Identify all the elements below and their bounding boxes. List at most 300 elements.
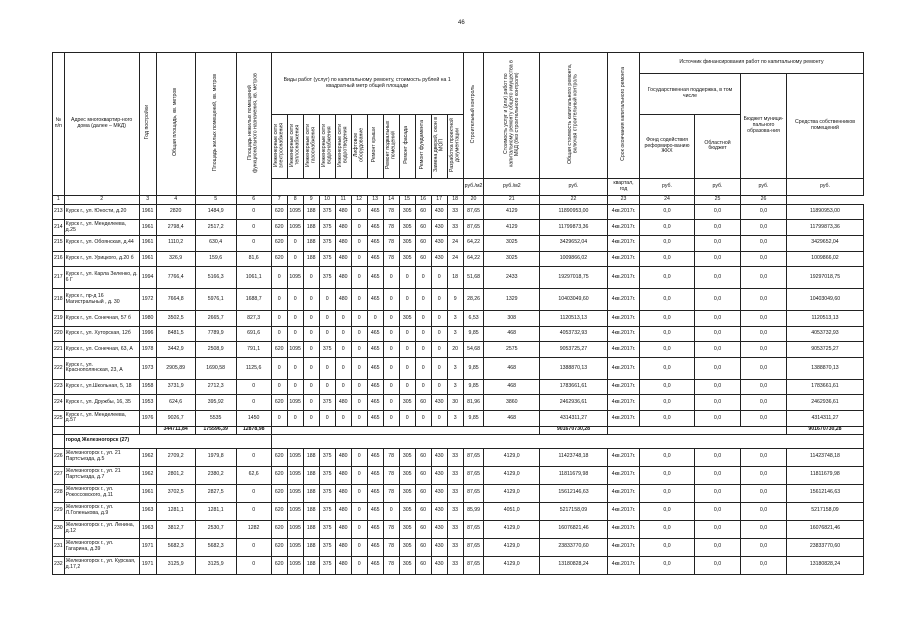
row-owners: 15612146,63 [786,484,863,502]
row-living-area: 2508,9 [195,342,236,358]
row-total-cost: 3429652,04 [539,235,607,251]
row-total-cost: 1120513,13 [539,311,607,327]
row-work-cost: 465 [367,379,383,395]
row-work-cost: 430 [431,466,447,484]
row-construction-control: 9,85 [463,357,484,379]
row-work-cost: 430 [431,220,447,236]
header-total-cost: Общая стоимость капитального ремонта, включая строительный контроль [539,53,607,179]
row-work-cost: 305 [399,520,415,538]
row-total-cost: 11811679,98 [539,466,607,484]
row-owners: 1120513,13 [786,311,863,327]
row-work-cost: 188 [303,484,319,502]
row-work-cost: 0 [303,311,319,327]
row-unit-cost: 4129,0 [484,538,540,556]
row-work-cost: 1095 [287,466,303,484]
row-work-cost: 24 [447,251,463,267]
row-deadline: 4кв.2017г. [607,326,639,342]
row-work-cost: 60 [415,556,431,574]
row-municipal: 0,0 [740,267,786,289]
row-regional: 0,0 [694,466,740,484]
row-work-cost: 305 [399,235,415,251]
column-number: 5 [195,195,236,204]
row-total-cost: 19297018,75 [539,267,607,289]
row-number: 230 [53,520,65,538]
row-nonliving-area: 0 [236,502,271,520]
table-row [53,395,864,411]
row-work-cost: 620 [271,395,287,411]
row-work-cost: 375 [319,502,335,520]
row-work-cost: 305 [399,538,415,556]
row-work-cost: 30 [447,395,463,411]
row-work-cost: 305 [399,311,415,327]
row-address: Курск г., ул. Менделеева, д.57 [64,411,139,427]
table-row [53,538,864,556]
row-work-cost: 620 [271,235,287,251]
row-work-cost: 0 [351,395,367,411]
row-work-cost: 0 [319,289,335,311]
row-number: 215 [53,235,65,251]
row-work-cost: 60 [415,466,431,484]
row-work-cost: 60 [415,204,431,220]
row-work-cost: 305 [399,220,415,236]
table-row [53,466,864,484]
row-address: Курск г., пр-д 16 Магистральный , д. 30 [64,289,139,311]
row-work-cost: 78 [383,466,399,484]
row-total-area: 326,9 [156,251,195,267]
header-unit-cost: Стоимость услуг и (или) работ по капитальному ремонту общего имущества в МКД (без строительного контроля) [484,53,540,179]
row-work-cost: 0 [335,411,351,427]
row-work-cost: 3 [447,379,463,395]
row-work-cost: 480 [335,520,351,538]
row-work-cost: 465 [367,342,383,358]
table-row [53,267,864,289]
row-deadline: 4кв.2017г. [607,502,639,520]
row-deadline: 4кв.2017г. [607,267,639,289]
row-year: 1980 [139,311,156,327]
row-work-cost: 0 [383,289,399,311]
header-works-group: Виды работ (услуг) по капитальному ремонту, стоимость рублей на 1 квадратный метр общей площади [271,53,463,115]
row-work-cost: 0 [287,251,303,267]
row-work-cost: 305 [399,204,415,220]
row-total-cost: 1009866,02 [539,251,607,267]
row-unit-cost: 1329 [484,289,540,311]
row-work-cost: 465 [367,235,383,251]
row-work-cost: 78 [383,520,399,538]
row-living-area: 3125,9 [195,556,236,574]
row-work-cost: 480 [335,289,351,311]
row-work-cost: 33 [447,538,463,556]
totals-nonliving-area: 12878,98 [236,426,271,434]
row-deadline: 4кв.2017г. [607,466,639,484]
row-owners: 4314311,27 [786,411,863,427]
row-work-cost: 60 [415,395,431,411]
row-year: 1963 [139,520,156,538]
row-work-cost: 0 [351,204,367,220]
row-work-cost: 0 [431,289,447,311]
table-row [53,204,864,220]
row-municipal: 0,0 [740,556,786,574]
row-work-cost: 0 [303,267,319,289]
row-work-cost: 0 [399,267,415,289]
row-year: 1971 [139,556,156,574]
header-year: Год постройки [139,53,156,196]
row-fund: 0,0 [639,357,694,379]
row-total-cost: 10403049,60 [539,289,607,311]
row-deadline: 4кв.2017г. [607,342,639,358]
row-living-area: 5976,1 [195,289,236,311]
row-nonliving-area: 791,1 [236,342,271,358]
row-total-cost: 16076821,46 [539,520,607,538]
row-work-cost: 0 [431,342,447,358]
section-row [53,434,864,448]
table-row [53,342,864,358]
table-row [53,357,864,379]
row-work-cost: 33 [447,220,463,236]
row-regional: 0,0 [694,502,740,520]
row-work-cost: 0 [271,267,287,289]
row-construction-control: 51,68 [463,267,484,289]
row-fund: 0,0 [639,484,694,502]
row-regional: 0,0 [694,326,740,342]
row-work-cost: 430 [431,395,447,411]
row-work-cost: 0 [351,326,367,342]
unit-rub: руб. [539,178,607,195]
row-owners: 11423748,18 [786,448,863,466]
row-work-cost: 3 [447,326,463,342]
row-number: 229 [53,502,65,520]
row-work-cost: 0 [335,379,351,395]
column-number: 18 [447,195,463,204]
row-owners: 11811679,98 [786,466,863,484]
row-total-area: 3502,5 [156,311,195,327]
column-number-row [53,195,864,204]
row-work-cost: 620 [271,556,287,574]
row-work-cost: 0 [351,448,367,466]
row-municipal: 0,0 [740,502,786,520]
row-municipal: 0,0 [740,342,786,358]
row-work-cost: 430 [431,520,447,538]
row-work-cost: 430 [431,448,447,466]
row-work-cost: 78 [383,220,399,236]
row-work-cost: 0 [351,484,367,502]
header-work-water: Инженерные сети водоснабжения [319,115,335,179]
row-owners: 11890953,00 [786,204,863,220]
row-regional: 0,0 [694,411,740,427]
row-work-cost: 0 [351,342,367,358]
row-total-area: 3812,7 [156,520,195,538]
row-work-cost: 0 [271,411,287,427]
row-work-cost: 0 [383,311,399,327]
row-owners: 19297018,75 [786,267,863,289]
row-work-cost: 0 [351,466,367,484]
row-total-area: 2801,2 [156,466,195,484]
row-fund: 0,0 [639,220,694,236]
row-work-cost: 465 [367,395,383,411]
row-municipal: 0,0 [740,448,786,466]
row-number: 216 [53,251,65,267]
row-work-cost: 78 [383,235,399,251]
row-construction-control: 87,65 [463,220,484,236]
row-deadline: 4кв.2017г. [607,235,639,251]
row-construction-control: 87,65 [463,204,484,220]
row-work-cost: 480 [335,556,351,574]
header-work-gas: Инженерные сети газоснабжения [303,115,319,179]
row-work-cost: 480 [335,484,351,502]
section-title: город Железногорск (27) [64,434,271,448]
row-total-cost: 9053725,27 [539,342,607,358]
row-nonliving-area: 0 [236,538,271,556]
row-nonliving-area: 1450 [236,411,271,427]
row-work-cost: 620 [271,502,287,520]
row-work-cost: 0 [431,411,447,427]
row-work-cost: 620 [271,204,287,220]
row-work-cost: 0 [303,326,319,342]
row-work-cost: 188 [303,251,319,267]
row-regional: 0,0 [694,267,740,289]
row-nonliving-area: 0 [236,484,271,502]
row-number: 222 [53,357,65,379]
row-fund: 0,0 [639,520,694,538]
row-work-cost: 0 [351,289,367,311]
row-unit-cost: 4129,0 [484,556,540,574]
row-work-cost: 375 [319,395,335,411]
row-work-cost: 480 [335,204,351,220]
row-work-cost: 375 [319,342,335,358]
row-municipal: 0,0 [740,379,786,395]
row-year: 1961 [139,220,156,236]
row-municipal: 0,0 [740,520,786,538]
totals-total-cost: 901670730,28 [539,426,607,434]
row-work-cost: 465 [367,448,383,466]
row-municipal: 0,0 [740,326,786,342]
row-fund: 0,0 [639,235,694,251]
row-number: 221 [53,342,65,358]
row-address: Железногорск г., ул. Курская, д.17,2 [64,556,139,574]
row-total-area: 2905,89 [156,357,195,379]
row-work-cost: 0 [415,267,431,289]
row-address: Железногорск г., ул. 21 Партсъезда, д.7 [64,466,139,484]
row-work-cost: 0 [319,311,335,327]
row-work-cost: 465 [367,289,383,311]
totals-row [53,426,864,434]
row-work-cost: 1095 [287,267,303,289]
row-work-cost: 3 [447,311,463,327]
row-total-area: 2798,4 [156,220,195,236]
row-work-cost: 0 [431,311,447,327]
row-work-cost: 0 [431,326,447,342]
row-work-cost: 1095 [287,538,303,556]
totals-blank-3 [139,426,156,434]
row-deadline: 4кв.2017г. [607,357,639,379]
row-regional: 0,0 [694,395,740,411]
row-municipal: 0,0 [740,289,786,311]
row-fund: 0,0 [639,289,694,311]
row-living-area: 5682,3 [195,538,236,556]
row-work-cost: 480 [335,251,351,267]
totals-blank-works [271,426,539,434]
row-address: Курск г., ул. Дружбы, 16, 35 [64,395,139,411]
row-work-cost: 78 [383,448,399,466]
row-total-area: 3731,9 [156,379,195,395]
row-total-area: 5682,3 [156,538,195,556]
row-owners: 11799873,36 [786,220,863,236]
row-work-cost: 33 [447,466,463,484]
row-number: 220 [53,326,65,342]
row-unit-cost: 4129 [484,204,540,220]
row-work-cost: 465 [367,520,383,538]
row-number: 217 [53,267,65,289]
table-row [53,484,864,502]
column-number: 23 [607,195,639,204]
row-work-cost: 0 [271,289,287,311]
row-work-cost: 0 [399,289,415,311]
row-work-cost: 465 [367,502,383,520]
row-address: Курск г., ул. Юности, д.20 [64,204,139,220]
column-number: 8 [287,195,303,204]
row-unit-cost: 3025 [484,235,540,251]
row-municipal: 0,0 [740,357,786,379]
row-work-cost: 620 [271,520,287,538]
row-work-cost: 3 [447,357,463,379]
column-number: 24 [639,195,694,204]
row-work-cost: 0 [271,357,287,379]
row-work-cost: 0 [351,357,367,379]
row-work-cost: 465 [367,484,383,502]
row-work-cost: 465 [367,411,383,427]
row-construction-control: 28,26 [463,289,484,311]
row-work-cost: 620 [271,342,287,358]
row-work-cost: 1095 [287,204,303,220]
row-municipal: 0,0 [740,235,786,251]
row-work-cost: 430 [431,235,447,251]
row-fund: 0,0 [639,311,694,327]
totals-blank-2 [64,426,139,434]
row-work-cost: 0 [351,379,367,395]
row-total-cost: 4053732,93 [539,326,607,342]
row-nonliving-area: 0 [236,235,271,251]
column-number: 16 [415,195,431,204]
table-row [53,311,864,327]
row-work-cost: 188 [303,502,319,520]
row-construction-control: 85,99 [463,502,484,520]
row-work-cost: 375 [319,466,335,484]
header-work-doors: Замена дверей, окон в МОП [431,115,447,179]
column-number: 15 [399,195,415,204]
section-blank-rest [271,434,863,448]
row-total-area: 8481,5 [156,326,195,342]
row-number: 226 [53,448,65,466]
row-nonliving-area: 1061,1 [236,267,271,289]
row-work-cost: 78 [383,204,399,220]
row-fund: 0,0 [639,251,694,267]
row-work-cost: 0 [415,311,431,327]
row-work-cost: 0 [287,235,303,251]
row-address: Курск г., ул. Сонечная, 63, А [64,342,139,358]
row-unit-cost: 4051,0 [484,502,540,520]
row-living-area: 5535 [195,411,236,427]
row-work-cost: 0 [351,267,367,289]
row-work-cost: 375 [319,448,335,466]
row-work-cost: 0 [271,379,287,395]
row-work-cost: 0 [287,357,303,379]
row-municipal: 0,0 [740,395,786,411]
column-number: 22 [539,195,607,204]
row-living-area: 2827,5 [195,484,236,502]
row-work-cost: 1095 [287,342,303,358]
row-work-cost: 60 [415,538,431,556]
row-work-cost: 0 [335,311,351,327]
row-unit-cost: 308 [484,311,540,327]
row-work-cost: 24 [447,235,463,251]
row-work-cost: 375 [319,204,335,220]
row-work-cost: 430 [431,204,447,220]
row-year: 1961 [139,484,156,502]
row-work-cost: 0 [271,326,287,342]
header-municipal: Бюджет муници-пального образова-ния [740,74,786,179]
column-number: 2 [64,195,139,204]
row-fund: 0,0 [639,538,694,556]
table-row [53,220,864,236]
row-work-cost: 305 [399,484,415,502]
row-unit-cost: 468 [484,379,540,395]
row-work-cost: 0 [415,326,431,342]
column-number: 11 [335,195,351,204]
row-work-cost: 78 [383,251,399,267]
row-work-cost: 0 [319,411,335,427]
row-work-cost: 0 [431,379,447,395]
row-deadline: 4кв.2017г. [607,484,639,502]
row-living-area: 1484,9 [195,204,236,220]
row-regional: 0,0 [694,538,740,556]
row-work-cost: 78 [383,538,399,556]
row-work-cost: 0 [415,411,431,427]
row-total-area: 9026,7 [156,411,195,427]
totals-blank-sources [607,426,786,434]
row-number: 223 [53,379,65,395]
row-work-cost: 305 [399,251,415,267]
header-work-foundation: Ремонт фундамента [415,115,431,179]
row-total-cost: 11890953,00 [539,204,607,220]
row-construction-control: 9,85 [463,379,484,395]
row-work-cost: 0 [351,556,367,574]
row-work-cost: 430 [431,484,447,502]
row-living-area: 1690,58 [195,357,236,379]
row-work-cost: 465 [367,267,383,289]
header-sources-group: Источник финансирования работ по капитальному ремонту [639,53,863,74]
row-deadline: 4кв.2017г. [607,251,639,267]
row-unit-cost: 4129,0 [484,484,540,502]
row-unit-cost: 468 [484,326,540,342]
row-work-cost: 60 [415,448,431,466]
row-year: 1994 [139,267,156,289]
unit-rub-m2: руб./м2 [463,178,484,195]
row-work-cost: 0 [415,342,431,358]
row-address: Курск г., ул. Сонечная, 57 б [64,311,139,327]
row-work-cost: 0 [303,395,319,411]
column-number: 10 [319,195,335,204]
row-total-area: 2820 [156,204,195,220]
unit-rub-owners: руб. [786,178,863,195]
row-work-cost: 0 [303,379,319,395]
row-address: Курск г., ул.Школьная, 5, 18 [64,379,139,395]
row-work-cost: 375 [319,484,335,502]
table-row [53,235,864,251]
row-total-area: 624,6 [156,395,195,411]
row-work-cost: 0 [383,395,399,411]
row-living-area: 630,4 [195,235,236,251]
row-total-area: 2709,2 [156,448,195,466]
row-work-cost: 480 [335,538,351,556]
